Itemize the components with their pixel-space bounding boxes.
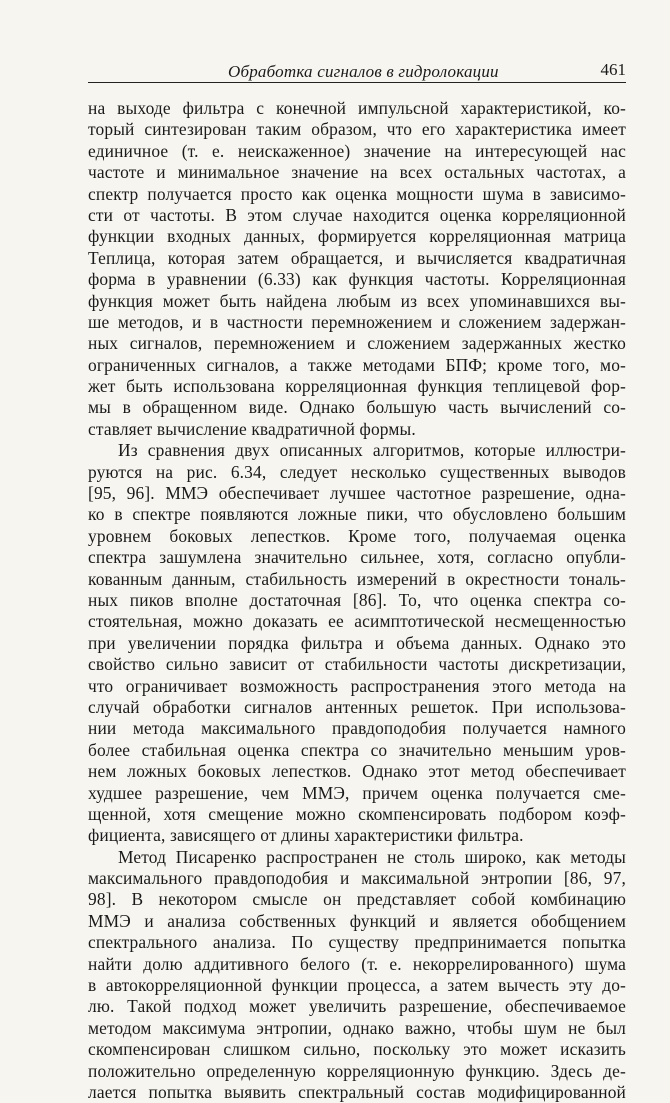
text-line: функции входных данных, формируется корреляционная матрица [88,226,626,247]
text-line: Из сравнения двух описанных алгоритмов, которые иллюстри- [118,440,626,461]
text-line: в автокорреляционной функции процесса, а затем вычесть эту до- [88,975,626,996]
text-line: максимального правдоподобия и максимальной энтропии [86, 97, [88,868,626,889]
text-line: Теплица, которая затем обращается, и вычисляется квадратичная [88,247,626,268]
text-line: кованным данным, стабильность измерений в окрестности тональ- [88,568,626,589]
text-line: на выходе фильтра с конечной импульсной характеристикой, ко- [88,98,626,118]
text-line: Метод Писаренко распространен не столь широко, как методы [118,846,626,867]
running-title: Обработка сигналов в гидролокации [228,62,499,81]
text-line: лю. Такой подход может увеличить разрешение, обеспечиваемое [88,996,626,1017]
text-line: торый синтезирован таким образом, что его характеристика имеет [88,119,626,140]
text-line: скомпенсирован слишком сильно, поскольку это может исказить [88,1039,626,1060]
text-line: что ограничивает возможность распространения этого метода на [88,675,626,696]
text-line: ставляет вычисление квадратичной формы. [88,418,416,439]
text-line: найти долю аддитивного белого (т. е. некоррелированного) шума [88,953,626,974]
text-line: нем ложных боковых лепестков. Однако этот метод обеспечивает [88,761,626,782]
text-line: лается попытка выявить спектральный состав модифицированной [88,1081,626,1102]
body-text [88,98,626,1103]
text-line: жет быть использована корреляционная функция теплицевой фор- [88,376,626,397]
text-line: спектрального анализа. По существу предпринимается попытка [88,932,626,953]
text-line: худшее разрешение, чем ММЭ, причем оценка получается сме- [88,782,626,803]
text-line: ко в спектре появляются ложные пики, что обусловлено большим [88,504,626,525]
page-number: 461 [600,60,626,79]
text-line: ММЭ и анализа собственных функций и является обобщением [88,910,626,931]
text-line: единичное (т. е. неискаженное) значение на интересующей нас [88,140,626,161]
text-line: сти от частоты. В этом случае находится оценка корреляционной [88,204,626,225]
text-line: частоте и минимальное значение на всех остальных частотах, а [88,162,626,183]
text-line: [95, 96]. ММЭ обеспечивает лучшее частотное разрешение, одна- [88,483,626,504]
text-line: случай обработки сигналов антенных решеток. При использова- [88,696,626,717]
text-line: щенной, хотя смещение можно скомпенсировать подбором коэф- [88,803,626,824]
running-header [88,56,626,83]
text-line: функция может быть найдена любым из всех упоминавшихся вы- [88,290,626,311]
text-line: нии метода максимального правдоподобия получается намного [88,718,626,739]
text-line: более стабильная оценка спектра со значительно меньшим уров- [88,739,626,760]
text-line: 98]. В некотором смысле он представляет собой комбинацию [88,889,626,910]
text-line: ных сигналов, перемножением и сложением задержанных жестко [88,333,626,354]
text-line: уровнем боковых лепестков. Кроме того, получаемая оценка [88,525,626,546]
text-line: фициента, зависящего от длины характеристики фильтра. [88,825,524,846]
text-line: ограниченных сигналов, а также методами БПФ; кроме того, мо- [88,354,626,375]
text-line: спектр получается просто как оценка мощности шума в зависимо- [88,183,626,204]
text-line: положительно определенную корреляционную функцию. Здесь де- [88,1060,626,1081]
text-line: стоятельная, можно доказать ее асимптотической несмещенностью [88,611,626,632]
text-line: методом максимума энтропии, однако важно, чтобы шум не был [88,1017,626,1038]
text-line: мы в обращенном виде. Однако большую часть вычислений со- [88,397,626,418]
text-line: ше методов, и в частности перемножением и сложением задержан- [88,311,626,332]
text-line: спектра зашумлена значительно сильнее, хотя, согласно опубли- [88,547,626,568]
text-line: руются на рис. 6.34, следует несколько существенных выводов [88,461,626,482]
text-line: при увеличении порядка фильтра и объема данных. Однако это [88,632,626,653]
text-line: ных пиков вполне достаточная [86]. То, что оценка спектра со- [88,589,626,610]
text-line: форма в уравнении (6.33) как функция частоты. Корреляционная [88,269,626,290]
text-line: свойство сильно зависит от стабильности частоты дискретизации, [88,654,626,675]
